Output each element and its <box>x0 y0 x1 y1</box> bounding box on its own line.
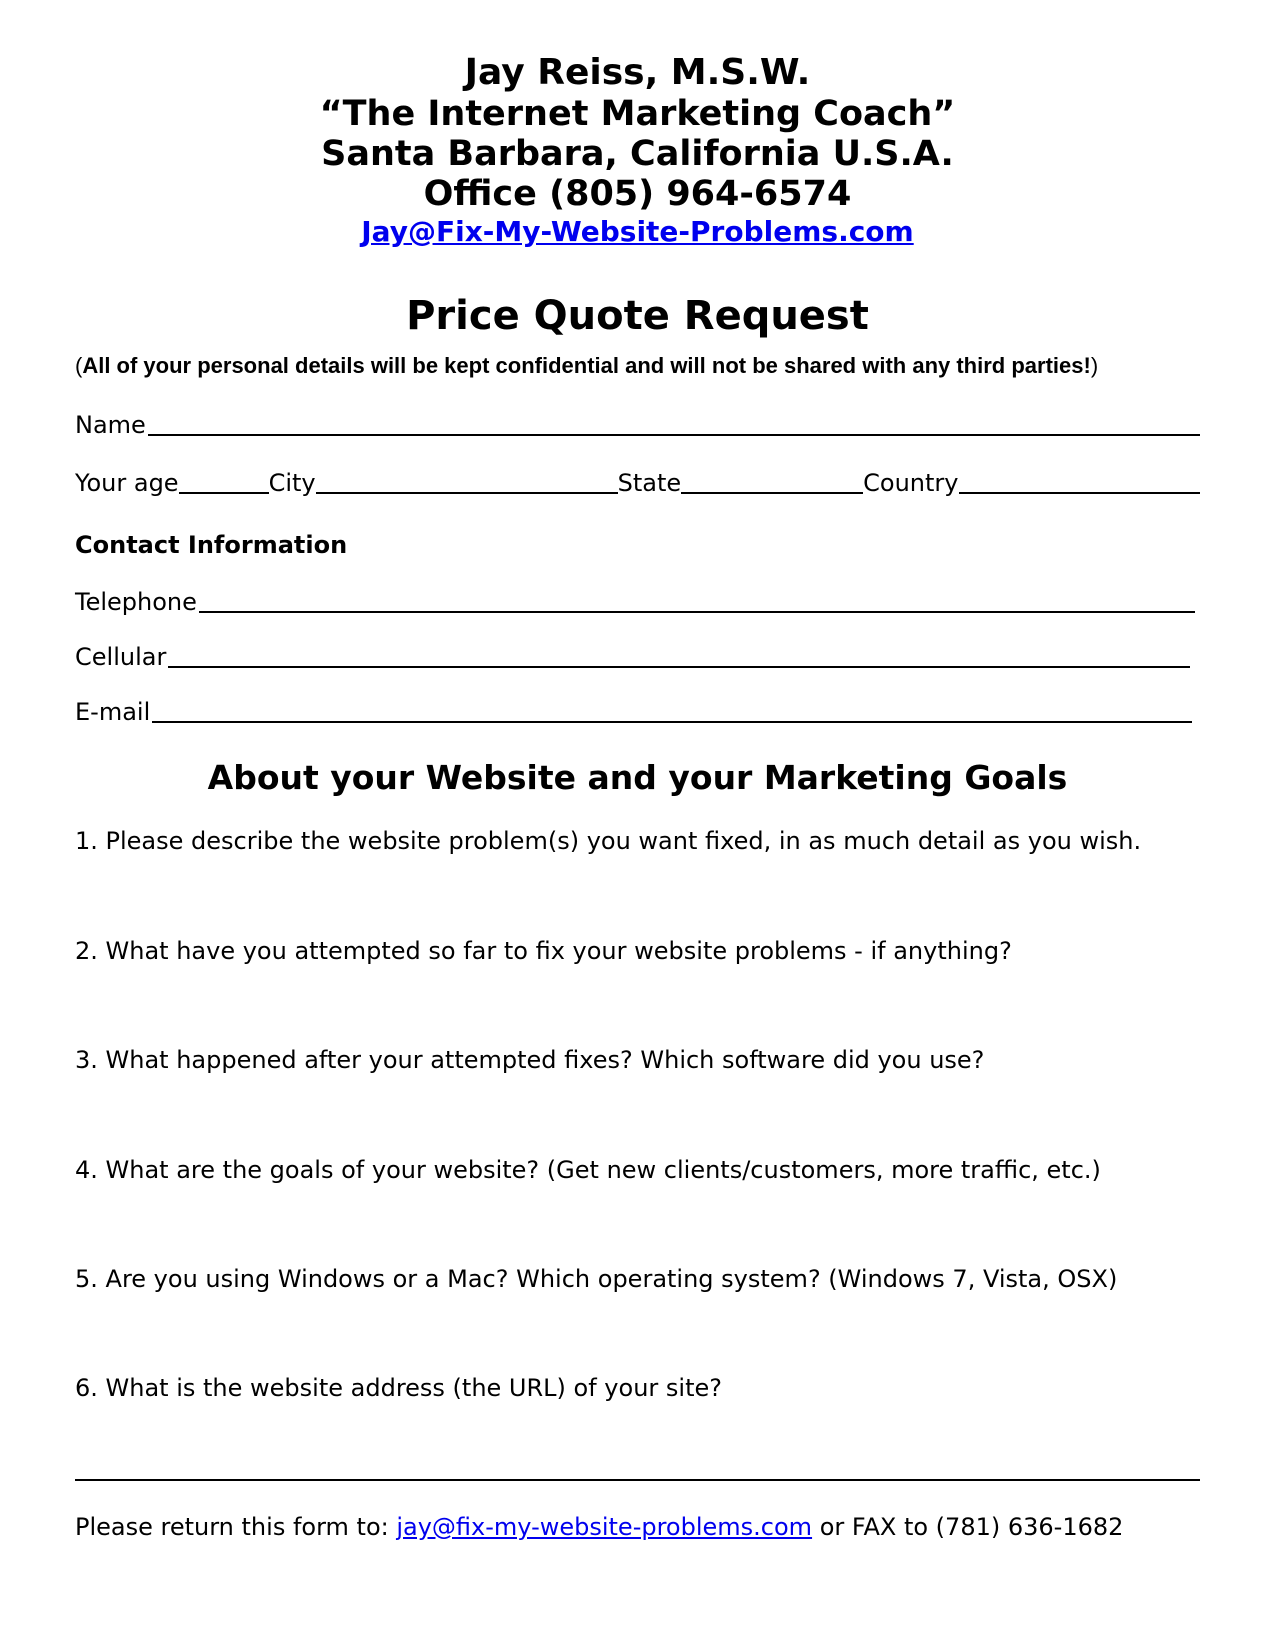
city-label: City <box>268 469 316 497</box>
contact-heading: Contact Information <box>75 531 348 559</box>
office-phone: Office (805) 964-6574 <box>423 174 852 214</box>
question-4: 4. What are the goals of your website? (Get new clients/customers, more traffic, etc.) <box>75 1156 1101 1184</box>
tagline: “The Internet Marketing Coach” <box>319 94 956 134</box>
age-blank[interactable] <box>179 468 269 494</box>
telephone-blank[interactable] <box>199 587 1195 613</box>
name-blank[interactable] <box>148 410 1200 436</box>
coach-name: Jay Reiss, M.S.W. <box>464 52 811 93</box>
cellular-blank[interactable] <box>168 642 1190 668</box>
location: Santa Barbara, California U.S.A. <box>321 134 954 174</box>
name-label: Name <box>75 411 146 439</box>
age-label: Your age <box>75 469 179 497</box>
note-text: All of your personal details will be kept confidential and will not be shared with any third parties! <box>82 353 1091 378</box>
question-1: 1. Please describe the website problem(s) you want fixed, in as much detail as you wish. <box>75 827 1142 855</box>
footer-suffix: or FAX to (781) 636-1682 <box>812 1513 1124 1541</box>
country-label: Country <box>863 469 959 497</box>
telephone-field <box>75 585 1195 617</box>
cellular-label: Cellular <box>75 643 167 671</box>
state-label: State <box>617 469 682 497</box>
question-6: 6. What is the website address (the URL) of your site? <box>75 1374 722 1402</box>
header-email-link[interactable]: Jay@Fix-My-Website-Problems.com <box>361 215 914 248</box>
country-blank[interactable] <box>959 468 1201 494</box>
cellular-field <box>75 640 1190 672</box>
note-open-paren: ( <box>75 353 83 378</box>
email-blank[interactable] <box>152 697 1192 723</box>
note-close-paren: ) <box>1090 353 1099 378</box>
confidential-note <box>75 352 1205 380</box>
city-blank[interactable] <box>316 468 618 494</box>
footer-divider <box>75 1479 1200 1481</box>
email-label: E-mail <box>75 698 151 726</box>
section-title: About your Website and your Marketing Goals <box>207 758 1068 797</box>
telephone-label: Telephone <box>75 588 197 616</box>
state-blank[interactable] <box>681 468 863 494</box>
footer-email-link[interactable]: jay@fix-my-website-problems.com <box>396 1513 813 1541</box>
email-field <box>75 695 1192 727</box>
form-title: Price Quote Request <box>406 293 869 339</box>
name-field <box>75 408 1200 440</box>
letterhead <box>0 52 1275 250</box>
location-row <box>75 466 1200 498</box>
question-2: 2. What have you attempted so far to fix your website problems - if anything? <box>75 937 1012 965</box>
question-5: 5. Are you using Windows or a Mac? Which operating system? (Windows 7, Vista, OSX) <box>75 1265 1118 1293</box>
footer-prefix: Please return this form to: <box>75 1513 397 1541</box>
footer-note <box>75 1512 1123 1542</box>
question-3: 3. What happened after your attempted fixes? Which software did you use? <box>75 1046 985 1074</box>
